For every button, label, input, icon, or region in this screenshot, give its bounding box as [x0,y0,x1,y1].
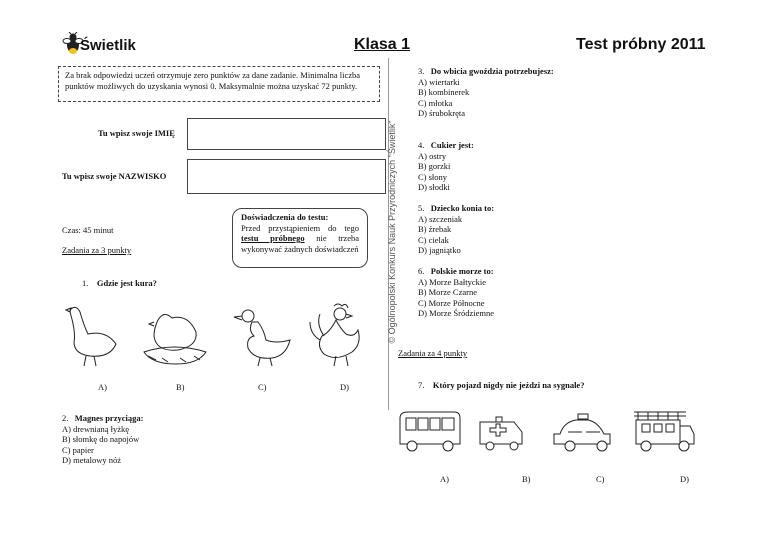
q3-number: 3. [418,66,425,76]
q5-number: 5. [418,203,425,213]
q7-label-d[interactable]: D) [680,474,689,484]
q7-label-a[interactable]: A) [440,474,449,484]
q2-option-d[interactable]: D) metalowy nóż [62,455,122,465]
q1-birds-illustration [62,300,382,372]
q7-label-b[interactable]: B) [522,474,531,484]
q6-option-b[interactable]: B) Morze Czarne [418,287,478,297]
question-1 [82,278,157,289]
surname-label: Tu wpisz swoje NAZWISKO [62,171,167,181]
q1-text: Gdzie jest kura? [96,278,157,288]
q5-option-d[interactable]: D) jagniątko [418,245,461,255]
q4-text: Cukier jest: [430,140,474,150]
q2-text: Magnes przyciąga: [74,413,144,423]
police-car-icon [554,414,610,451]
q7-text: Który pojazd nigdy nie jeździ na sygnale? [432,380,585,390]
q6-option-d[interactable]: D) Morze Śródziemne [418,308,495,318]
logo [62,32,136,61]
question-2 [62,413,143,466]
q6-option-a[interactable]: A) Morze Bałtyckie [418,276,486,287]
name-field[interactable] [187,118,386,150]
goose-icon [66,307,116,366]
q4-option-a[interactable]: A) ostry [418,150,447,161]
q2-option-b[interactable]: B) słomkę do napojów [62,434,140,444]
experiments-info-box [232,208,368,268]
ambulance-icon [480,417,522,450]
q3-text: Do wbicia gwoździa potrzebujesz: [430,66,554,76]
info-title: Doświadczenia do testu: [241,212,329,222]
q6-option-c[interactable]: C) Morze Północne [418,297,485,308]
q5-text: Dziecko konia to: [430,203,495,213]
q3-option-d[interactable]: D) śrubokręta [418,108,465,118]
info-text-bold: testu próbnego [241,233,305,243]
time-limit: Czas: 45 minut [62,225,114,235]
name-label: Tu wpisz swoje IMIĘ [98,128,175,138]
q7-number: 7. [418,380,425,390]
test-title: Test próbny 2011 [576,36,706,53]
q5-option-b[interactable]: B) źrebak [418,224,452,234]
section-3-points: Zadania za 3 punkty [62,245,132,255]
q5-option-c[interactable]: C) cielak [418,234,449,245]
section-4-points: Zadania za 4 punkty [398,348,468,358]
q5-option-a[interactable]: A) szczeniak [418,213,463,224]
logo-text: Świetlik [80,37,136,54]
q1-label-a[interactable]: A) [98,382,107,392]
question-7 [418,380,584,391]
q1-label-b[interactable]: B) [176,382,185,392]
info-text-pre: Przed przystąpieniem do tego [241,222,359,233]
q2-option-a[interactable]: A) drewnianą łyżkę [62,423,130,434]
duck-icon [234,310,290,366]
surname-field[interactable] [187,159,386,194]
question-6 [418,266,494,319]
info-text-post: nie trzeba wykonywać żadnych doświadczeń [241,233,359,254]
copyright-vertical: © Ogólnopolski Konkurs Nauk Przyrodniczych "Świetlik" [387,120,397,344]
q3-option-c[interactable]: C) młotka [418,97,453,108]
question-3 [418,66,554,119]
q1-label-d[interactable]: D) [340,382,349,392]
q4-option-c[interactable]: C) słony [418,171,448,182]
hen-on-nest-icon [144,314,206,364]
q7-vehicles-illustration [396,408,706,456]
rooster-icon [310,304,359,366]
question-5 [418,203,494,256]
q1-number: 1. [82,278,89,288]
bus-icon [400,412,460,451]
q6-number: 6. [418,266,425,276]
q1-label-c[interactable]: C) [258,382,267,392]
scoring-notice: Za brak odpowiedzi uczeń otrzymuje zero punktów za dane zadanie. Minimalna liczba punktów możliwych do uzyskania wynosi 0. Maksymalnie można uzyskać 72 punkty. [58,66,380,102]
question-4 [418,140,474,193]
q3-option-b[interactable]: B) kombinerek [418,87,470,97]
class-title: Klasa 1 [354,36,411,53]
q7-label-c[interactable]: C) [596,474,605,484]
q4-option-d[interactable]: D) słodki [418,182,450,192]
q4-number: 4. [418,140,425,150]
q2-number: 2. [62,413,69,423]
q6-text: Polskie morze to: [430,266,494,276]
q2-option-c[interactable]: C) papier [62,444,94,455]
fire-truck-icon [634,412,694,451]
q3-option-a[interactable]: A) wiertarki [418,76,460,87]
q4-option-b[interactable]: B) gorzki [418,161,451,171]
